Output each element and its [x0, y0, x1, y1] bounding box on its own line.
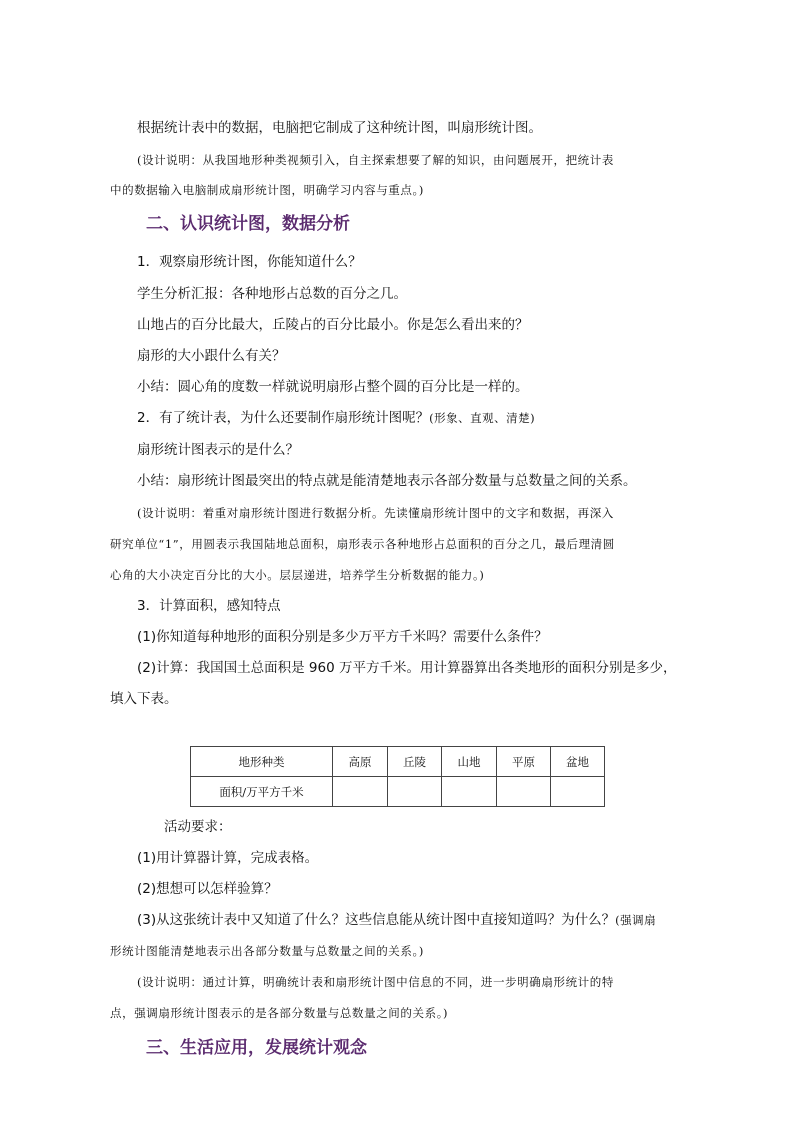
question-1: (1)你知道每种地形的面积分别是多少万平方千米吗？需要什么条件？ — [137, 629, 548, 645]
requirement-3-text: (3)从这张统计表中又知道了什么？这些信息能从统计图中直接知道吗？为什么？ — [137, 912, 616, 928]
terrain-area-table — [190, 746, 605, 807]
design-note-3-line-2: 点，强调扇形统计图表示的是各部分数量与总数量之间的关系。) — [110, 1006, 449, 1020]
design-note-1-line-2: 中的数据输入电脑制成扇形统计图，明确学习内容与重点。) — [110, 183, 424, 197]
table-cell — [551, 777, 605, 807]
item-2-note: (形象、直观、清楚) — [429, 411, 536, 425]
mountain-question: 山地占的百分比最大，丘陵占的百分比最小。你是怎么看出来的？ — [137, 317, 529, 333]
sector-size-question: 扇形的大小跟什么有关？ — [137, 348, 286, 364]
item-3: 3．计算面积，感知特点 — [137, 598, 281, 614]
item-2-text: 2．有了统计表，为什么还要制作扇形统计图呢？ — [137, 410, 430, 426]
table-header-cell: 高原 — [333, 747, 388, 777]
table-header-cell: 平原 — [497, 747, 551, 777]
requirement-2: (2)想想可以怎样验算？ — [137, 881, 278, 897]
section-heading-2: 二、认识统计图，数据分析 — [146, 214, 350, 234]
requirement-3 — [137, 910, 656, 930]
table-cell — [333, 777, 388, 807]
design-note-2-line-2: 研究单位“1”，用圆表示我国陆地总面积，扇形表示各种地形占总面积的百分之几，最后理清圆 — [110, 537, 615, 551]
design-note-1-line-1: (设计说明：从我国地形种类视频引入，自主探索想要了解的知识，由问题展开，把统计表 — [137, 153, 614, 167]
table-cell — [442, 777, 497, 807]
requirement-1: (1)用计算器计算，完成表格。 — [137, 850, 319, 866]
section-heading-3: 三、生活应用，发展统计观念 — [146, 1038, 367, 1058]
item-2 — [137, 408, 535, 428]
table-header-cell: 丘陵 — [388, 747, 442, 777]
activity-requirements: 活动要求： — [164, 819, 232, 835]
design-note-2-line-3: 心角的大小决定百分比的大小。层层递进，培养学生分析数据的能力。) — [110, 568, 485, 582]
table-cell — [388, 777, 442, 807]
table-row-label: 面积/万平方千米 — [191, 777, 333, 807]
table-header-cell: 地形种类 — [191, 747, 333, 777]
question-2-line-1: (2)计算：我国国土总面积是 960 万平方千米。用计算器算出各类地形的面积分别是多少， — [137, 660, 677, 676]
pie-chart-question: 扇形统计图表示的是什么？ — [137, 442, 299, 458]
student-report: 学生分析汇报：各种地形占总数的百分之几。 — [137, 286, 407, 302]
item-1: 1．观察扇形统计图，你能知道什么？ — [137, 254, 362, 270]
summary-1: 小结：圆心角的度数一样就说明扇形占整个圆的百分比是一样的。 — [137, 379, 529, 395]
table-row — [191, 777, 605, 807]
question-2-line-2: 填入下表。 — [110, 691, 178, 707]
design-note-3-line-1: (设计说明：通过计算，明确统计表和扇形统计图中信息的不同，进一步明确扇形统计的特 — [137, 975, 614, 989]
requirement-3-note-start: (强调扇 — [615, 913, 657, 927]
design-note-2-line-1: (设计说明：着重对扇形统计图进行数据分析。先读懂扇形统计图中的文字和数据，再深入 — [137, 506, 614, 520]
intro-paragraph: 根据统计表中的数据，电脑把它制成了这种统计图，叫扇形统计图。 — [137, 120, 542, 136]
table-cell — [497, 777, 551, 807]
table-header-cell: 山地 — [442, 747, 497, 777]
requirement-3-note-end: 形统计图能清楚地表示出各部分数量与总数量之间的关系。) — [110, 944, 424, 958]
summary-2: 小结：扇形统计图最突出的特点就是能清楚地表示各部分数量与总数量之间的关系。 — [137, 473, 637, 489]
table-header-row — [191, 747, 605, 777]
table-header-cell: 盆地 — [551, 747, 605, 777]
